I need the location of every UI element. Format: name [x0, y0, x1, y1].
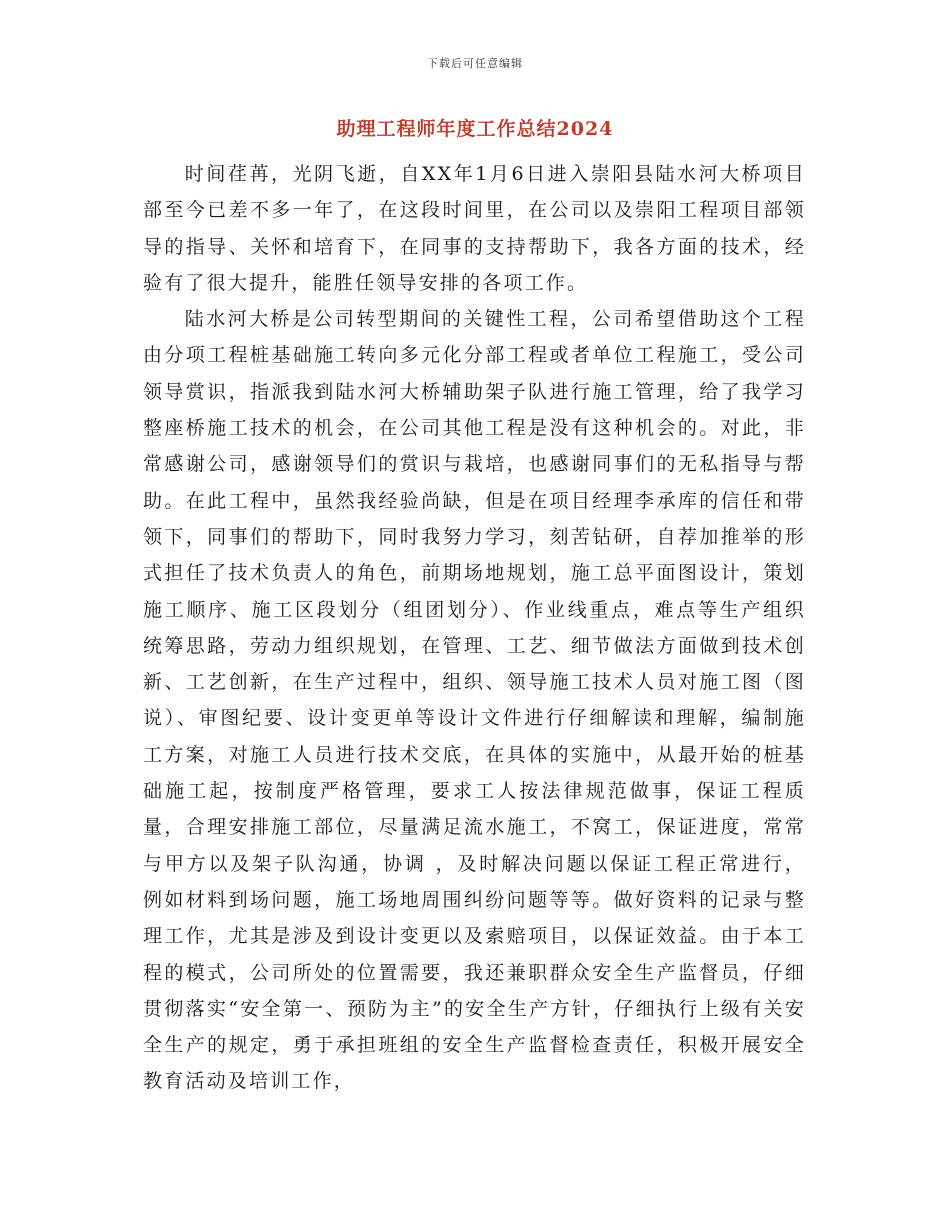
paragraph: 时间荏苒，光阴飞逝，自XX年1月6日进入崇阳县陆水河大桥项目部至今已差不多一年了，在这段时间里，在公司以及崇阳工程项目部领导的指导、关怀和培育下，在同事的支持帮助下，我各方面的技术，经验有了很大提升，能胜任领导安排的各项工作。: [143, 163, 806, 294]
document-body: [143, 156, 806, 1100]
paragraph: 陆水河大桥是公司转型期间的关键性工程，公司希望借助这个工程由分项工程桩基础施工转向多元化分部工程或者单位工程施工，受公司领导赏识，指派我到陆水河大桥辅助架子队进行施工管理，给了我学习整座桥施工技术的机会，在公司其他工程是没有这种机会的。对此，非常感谢公司，感谢领导们的赏识与栽培，也感谢同事们的无私指导与帮助。在此工程中，虽然我经验尚缺，但是在项目经理李承库的信任和带领下，同事们的帮助下，同时我努力学习，刻苦钻研，自荐加推举的形式担任了技术负责人的角色，前期场地规划，施工总平面图设计，策划施工顺序、施工区段划分（组团划分）、作业线重点，难点等生产组织统筹思路，劳动力组织规划，在管理、工艺、细节做法方面做到技术创新、工艺创新，在生产过程中，组织、领导施工技术人员对施工图（图说）、审图纪要、设计变更单等设计文件进行仔细解读和理解，编制施工方案，对施工人员进行技术交底，在具体的实施中，从最开始的桩基础施工起，按制度严格管理，要求工人按法律规范做事，保证工程质量，合理安排施工部位，尽量满足流水施工，不窝工，保证进度，常常与甲方以及架子队沟通，协调 ，及时解决问题以保证工程正常进行，例如材料到场问题，施工场地周围纠纷问题等等。做好资料的记录与整理工作，尤其是涉及到设计变更以及索赔项目，以保证效益。由于本工程的模式，公司所处的位置需要，我还兼职群众安全生产监督员，仔细贯彻落实“安全第一、预防为主”的安全生产方针，仔细执行上级有关安全生产的规定，勇于承担班组的安全生产监督检查责任，积极开展安全教育活动及培训工作，: [143, 308, 806, 1093]
header-note: 下载后可任意编辑: [427, 57, 523, 70]
page-title: 助理工程师年度工作总结2024: [336, 118, 614, 140]
